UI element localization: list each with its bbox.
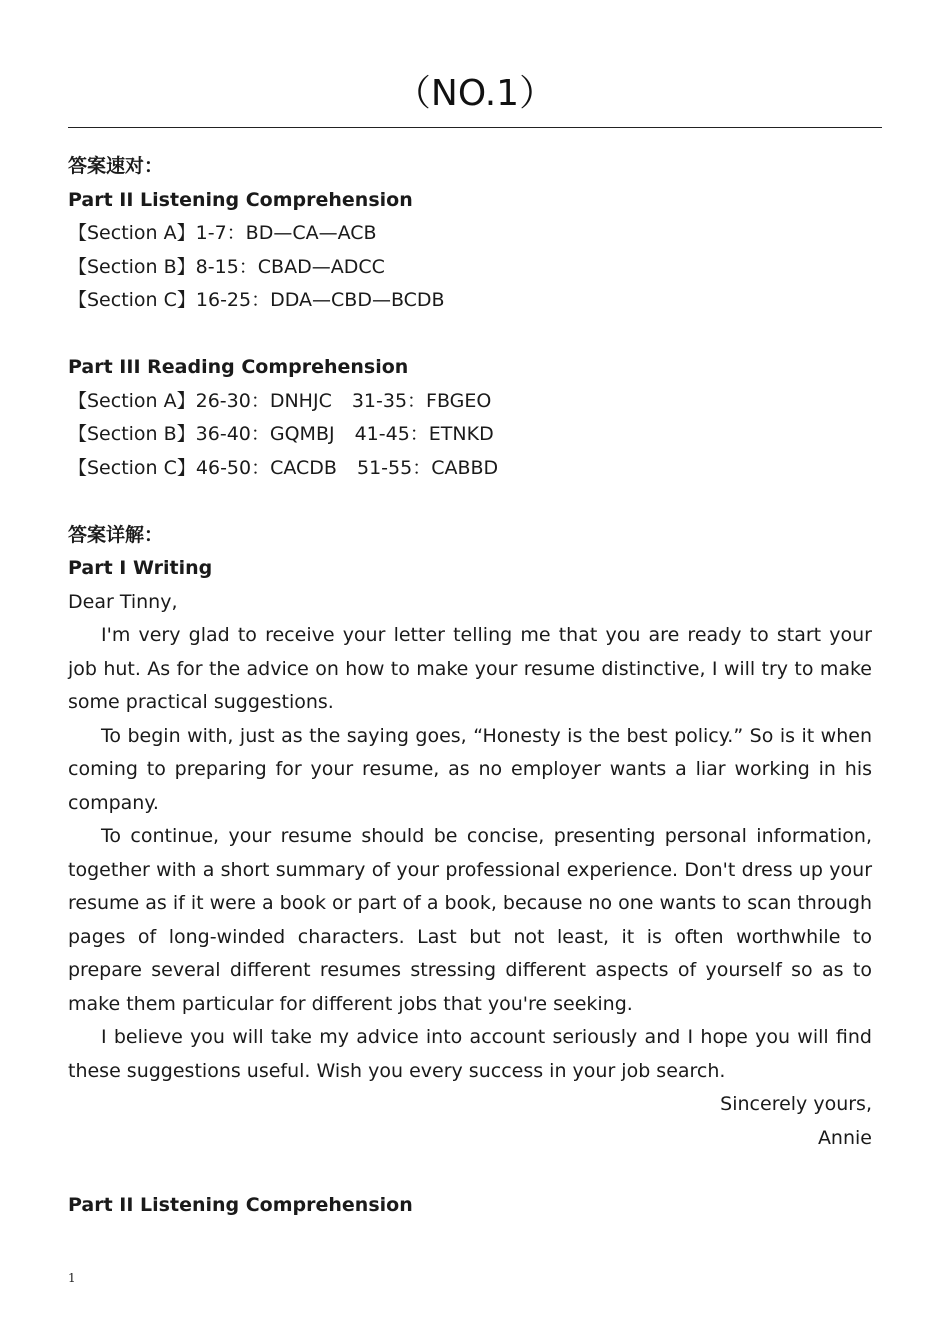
- quick-answers-heading: 答案速对：: [68, 155, 164, 177]
- letter-signature: Annie: [817, 1126, 872, 1149]
- letter-paragraph: I believe you will take my advice into account seriously and I hope you will find these suggestions useful. Wish you every success in your job search.: [68, 1026, 872, 1082]
- letter-salutation: Dear Tinny,: [68, 590, 178, 613]
- part3-section-a-answers-1: 【Section A】26-30：DNHJC: [68, 389, 332, 412]
- part3-section-c-answers-2: 51-55：CABBD: [356, 456, 499, 479]
- detailed-answers-heading: 答案详解：: [68, 523, 164, 546]
- part2-section-c-answers: 【Section C】16-25：DDA—CBD—BCDB: [68, 289, 445, 311]
- letter-closing: Sincerely yours,: [720, 1093, 872, 1115]
- part2-section-b-answers: 【Section B】8-15：CBAD—ADCC: [68, 255, 385, 278]
- part3-section-b-answers: [68, 418, 872, 452]
- spacer: [68, 485, 872, 519]
- title-divider: [68, 127, 882, 128]
- spacer: [68, 1155, 872, 1189]
- page-number: 1: [68, 1271, 76, 1285]
- part3-section-c-answers-1: 【Section C】46-50：CACDB: [68, 456, 337, 479]
- letter-paragraph: I'm very glad to receive your letter telling me that you are ready to start your job hut. As for the advice on how to make your resume distinctive, I will try to make some practical suggestions.: [68, 624, 872, 713]
- part3-section-a-answers: [68, 385, 872, 419]
- part3-answers-heading: Part III Reading Comprehension: [68, 356, 409, 378]
- letter-paragraph: To continue, your resume should be concise, presenting personal information, together with a short summary of your professional experience. Don't dress up your resume as if it were a book or part of a book, because no one wants to scan through pages of long-winded characters. Last but not least, it is often worthwhile to prepare several different resumes stressing different aspects of yourself so as to make them particular for different jobs that you're seeking.: [68, 825, 872, 1015]
- document-body: [68, 150, 872, 1222]
- page-title: （NO.1）: [394, 73, 556, 114]
- part1-writing-heading: Part I Writing: [68, 557, 213, 579]
- part2-detailed-heading: Part II Listening Comprehension: [68, 1193, 413, 1216]
- part2-answers-heading: Part II Listening Comprehension: [68, 188, 413, 211]
- part3-section-b-answers-1: 【Section B】36-40：GQMBJ: [68, 423, 335, 445]
- part3-section-c-answers: [68, 452, 872, 486]
- letter-paragraph: To begin with, just as the saying goes, “Honesty is the best policy.” So is it when coming to preparing for your resume, as no employer wants a liar working in his company.: [68, 724, 872, 814]
- part3-section-a-answers-2: 31-35：FBGEO: [351, 389, 492, 412]
- part2-section-a-answers: 【Section A】1-7：BD—CA—ACB: [68, 222, 377, 244]
- part3-section-b-answers-2: 41-45：ETNKD: [354, 423, 494, 445]
- spacer: [68, 318, 872, 352]
